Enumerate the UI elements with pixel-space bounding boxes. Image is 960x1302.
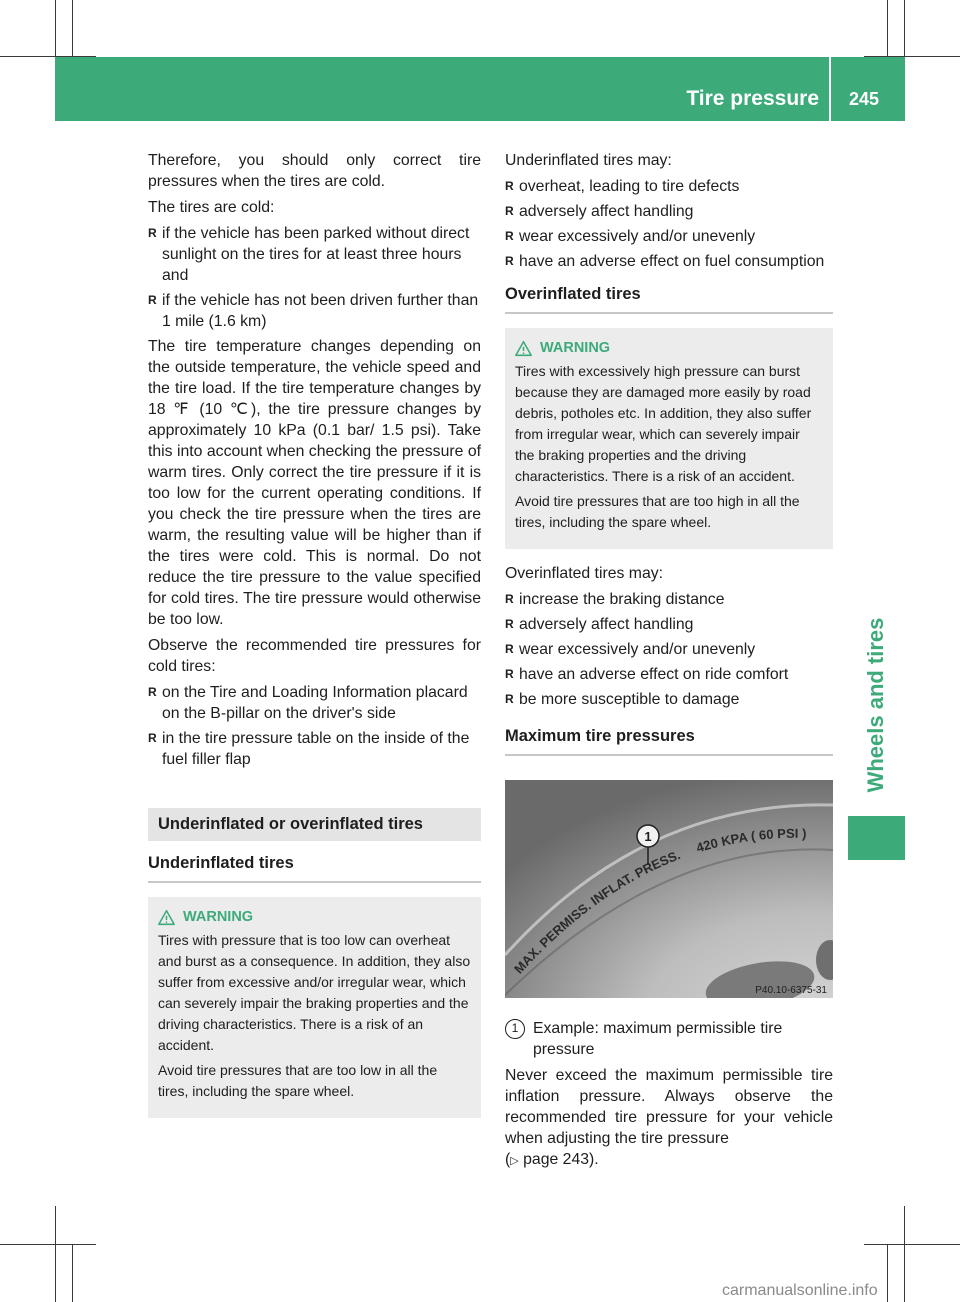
subheading-overinflated: Overinflated tires — [505, 284, 833, 314]
header-title: Tire pressure — [686, 87, 819, 110]
list-item: R wear excessively and/or unevenly — [505, 639, 833, 660]
image-code: P40.10-6375-31 — [755, 985, 827, 996]
list-item: R in the tire pressure table on the inside of the fuel filler flap — [148, 728, 481, 770]
page-ref-arrow-icon: ▷ — [510, 1155, 519, 1167]
list-item: R adversely affect handling — [505, 201, 833, 222]
crop-mark — [0, 1244, 96, 1245]
section-heading: Underinflated or overinflated tires — [148, 808, 481, 841]
list-item: R wear excessively and/or unevenly — [505, 226, 833, 247]
tire-sidewall-photo — [505, 780, 833, 998]
list-item: R adversely affect handling — [505, 614, 833, 635]
chapter-tab — [848, 816, 905, 860]
underinflated-effects-list — [505, 176, 833, 272]
list-item: R on the Tire and Loading Information placard on the B-pillar on the driver's side — [148, 682, 481, 724]
left-column — [148, 150, 481, 1132]
crop-mark — [887, 1244, 888, 1302]
cold-intro: The tires are cold: — [148, 199, 275, 216]
warning-title: WARNING — [183, 909, 254, 925]
crop-mark — [55, 1206, 56, 1302]
temperature-paragraph: The tire temperature changes depending on the outside temperature, the vehicle speed and the tire load. If the tire temperature changes by 18 ℉ (10 ℃), the tire pressure changes by approximately 10 kPa (0.1 bar/ 1.5 psi). Take this into account when checking the pressure of warm tires. Only correct the tire pressure if it is too low for the current operating conditions. If you check the tire pressure when the tires are warm, the resulting value will be higher than if the tires were cold. This is normal. Do not reduce the tire pressure to the value specified for cold tires. The tire pressure would otherwise be too low. — [148, 338, 481, 628]
chapter-side-label-text: Wheels and tires — [863, 617, 888, 793]
warning-triangle-icon — [515, 340, 532, 357]
list-item: R be more susceptible to damage — [505, 689, 833, 710]
warning-box — [505, 328, 833, 549]
observe-paragraph: Observe the recommended tire pressures for cold tires: — [148, 637, 481, 675]
warning-header — [515, 338, 823, 359]
watermark: carmanualsonline.info — [722, 1282, 878, 1299]
crop-mark — [887, 0, 888, 56]
list-item: R if the vehicle has not been driven further than 1 mile (1.6 km) — [148, 290, 481, 332]
page-reference-link[interactable]: page 243). — [523, 1151, 599, 1168]
crop-mark — [864, 1244, 960, 1245]
subheading-maximum-pressures: Maximum tire pressures — [505, 726, 833, 756]
warning-header — [158, 907, 471, 928]
cold-conditions-list — [148, 223, 481, 332]
list-item: R have an adverse effect on ride comfort — [505, 664, 833, 685]
caption-number: 1 — [505, 1019, 525, 1039]
warning-text: Tires with excessively high pressure can burst because they are damaged more easily by road debris, potholes etc. In addition, they also suffer from irregular wear, which can severely impair the braking properties and the driving characteristics. There is a risk of an accident. — [515, 363, 812, 484]
chapter-side-label — [846, 600, 906, 810]
warning-text: Avoid tire pressures that are too high in all the tires, including the spare wheel. — [515, 493, 800, 530]
right-column — [505, 150, 833, 1177]
image-caption — [505, 1018, 833, 1060]
warning-triangle-icon — [158, 909, 175, 926]
list-item: R have an adverse effect on fuel consumption — [505, 251, 833, 272]
observe-list — [148, 682, 481, 770]
page-number: 245 — [848, 89, 879, 109]
caption-text: Example: maximum permissible tire pressure — [533, 1020, 783, 1058]
warning-title: WARNING — [540, 340, 611, 356]
overinflated-intro: Overinflated tires may: — [505, 565, 664, 582]
page-header — [55, 57, 905, 121]
header-divider — [829, 57, 831, 121]
intro-paragraph: Therefore, you should only correct tire pressures when the tires are cold. — [148, 152, 481, 190]
crop-mark — [72, 1244, 73, 1302]
callout-number: 1 — [644, 829, 652, 844]
warning-box — [148, 897, 481, 1118]
final-text: Never exceed the maximum permissible tire inflation pressure. Always observe the recommended tire pressure for your vehicle when adjusting the tire pressure — [505, 1067, 833, 1147]
list-item: R if the vehicle has been parked without direct sunlight on the tires for at least three hours and — [148, 223, 481, 286]
crop-mark — [72, 0, 73, 56]
warning-text: Tires with pressure that is too low can overheat and burst as a consequence. In addition, they also suffer from excessive and/or irregular wear, which can severely impair the braking properties and the driving characteristics. There is a risk of an accident. — [158, 932, 471, 1053]
crop-mark — [904, 1206, 905, 1302]
underinflated-intro: Underinflated tires may: — [505, 152, 672, 169]
final-paragraph: Never exceed the maximum permissible tire inflation pressure. Always observe the recommended tire pressure for your vehicle when adjusting the tire pressure (▷ page 243). — [505, 1067, 833, 1168]
warning-text: Avoid tire pressures that are too low in all the tires, including the spare wheel. — [158, 1062, 438, 1099]
list-item: R overheat, leading to tire defects — [505, 176, 833, 197]
subheading-underinflated: Underinflated tires — [148, 853, 481, 883]
tire-pressure-value: 420 KPA ( 60 PSI ) — [694, 825, 807, 856]
tire-marking-text: MAX. PERMISS. INFLAT. PRESS. — [511, 847, 683, 977]
overinflated-effects-list — [505, 589, 833, 710]
list-item: R increase the braking distance — [505, 589, 833, 610]
